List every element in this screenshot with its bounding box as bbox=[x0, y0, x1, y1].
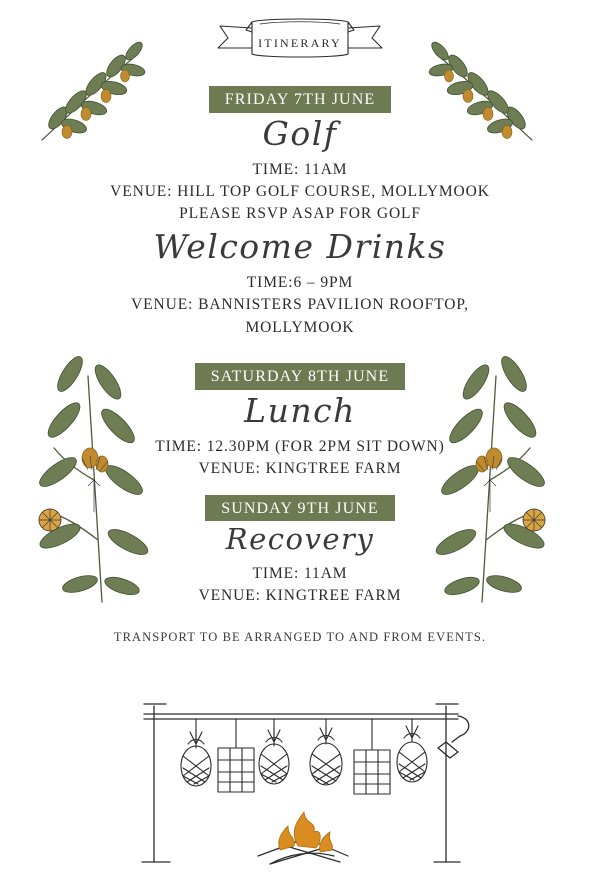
activity-detail-drinks-venue: VENUE: BANNISTERS PAVILION ROOFTOP, bbox=[131, 296, 469, 314]
activity-name-welcome-drinks: Welcome Drinks bbox=[153, 226, 447, 266]
activity-detail-lunch-time: TIME: 12.30PM (FOR 2PM SIT DOWN) bbox=[155, 437, 445, 455]
transport-note: TRANSPORT TO BE ARRANGED TO AND FROM EVENTS. bbox=[113, 629, 487, 644]
activity-detail-golf-rsvp: PLEASE RSVP ASAP FOR GOLF bbox=[179, 205, 421, 223]
day-label-sunday: SUNDAY 9TH JUNE bbox=[205, 495, 395, 522]
event-day-saturday bbox=[100, 363, 500, 480]
day-label-saturday: SATURDAY 8TH JUNE bbox=[195, 363, 405, 390]
activity-detail-golf-time: TIME: 11AM bbox=[252, 160, 348, 178]
section-spacer-1 bbox=[100, 353, 500, 363]
activity-name-recovery: Recovery bbox=[225, 522, 375, 557]
banner-title: ITINERARY bbox=[258, 36, 342, 50]
activity-name-lunch: Lunch bbox=[244, 390, 356, 430]
activity-name-golf: Golf bbox=[262, 113, 338, 153]
event-day-friday bbox=[100, 86, 500, 339]
activity-detail-recovery-time: TIME: 11AM bbox=[252, 564, 348, 582]
activity-detail-lunch-venue: VENUE: KINGTREE FARM bbox=[198, 460, 402, 478]
bbq-illustration bbox=[120, 686, 480, 881]
activity-detail-recovery-venue: VENUE: KINGTREE FARM bbox=[198, 587, 402, 605]
itinerary-content bbox=[100, 86, 500, 645]
activity-detail-golf-venue: VENUE: HILL TOP GOLF COURSE, MOLLYMOOK bbox=[110, 183, 490, 200]
day-bar-wrap-sunday bbox=[100, 495, 500, 522]
day-bar-wrap-saturday bbox=[100, 363, 500, 390]
activity-detail-drinks-time: TIME:6 – 9PM bbox=[246, 273, 354, 291]
day-bar-wrap-friday bbox=[100, 86, 500, 113]
activity-detail-drinks-venue-cont: MOLLYMOOK bbox=[245, 318, 355, 336]
day-label-friday: FRIDAY 7TH JUNE bbox=[209, 86, 391, 113]
campfire-spit-icon bbox=[120, 686, 480, 876]
event-day-sunday bbox=[100, 495, 500, 608]
